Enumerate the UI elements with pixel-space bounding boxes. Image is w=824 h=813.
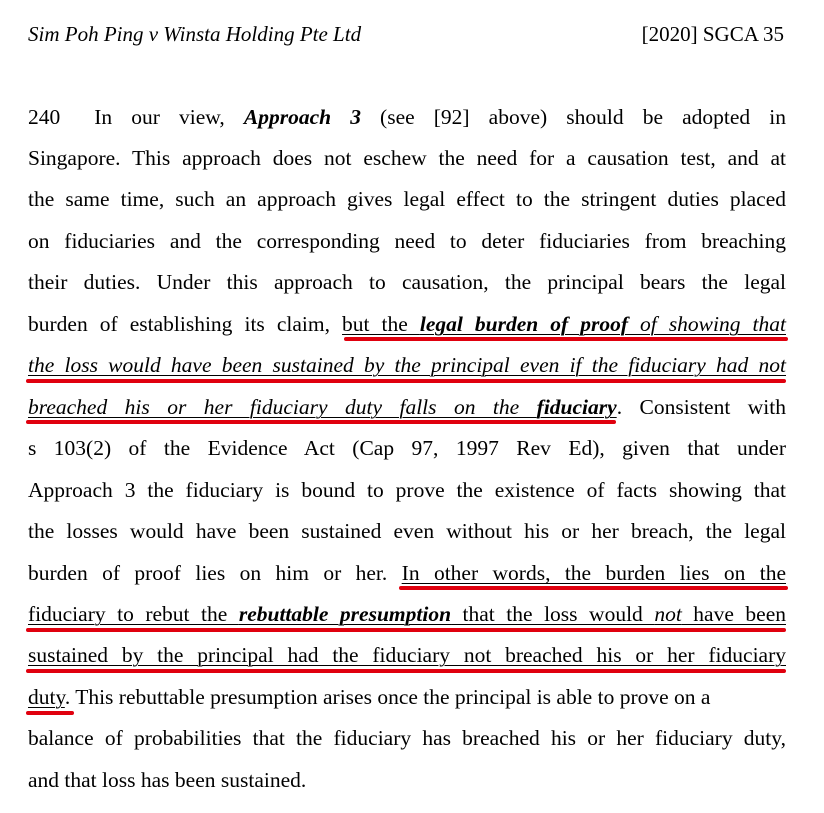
- legal-burden-emphasis: legal burden of proof: [419, 312, 628, 336]
- text-line: duty. This rebuttable presumption arises once the principal is able to prove on a: [28, 685, 711, 709]
- text-line: the same time, such an approach gives legal effect to the stringent duties placed: [28, 187, 786, 211]
- red-underline-mark: [399, 586, 788, 590]
- red-underline-mark: [26, 628, 786, 632]
- text-line: on fiduciaries and the corresponding need to deter fiduciaries from breaching: [28, 229, 786, 253]
- text-line: s 103(2) of the Evidence Act (Cap 97, 1997 Rev Ed), given that under: [28, 436, 786, 460]
- page-header: [28, 22, 784, 50]
- case-citation: [2020] SGCA 35: [641, 22, 784, 46]
- text-line: their duties. Under this approach to causation, the principal bears the legal: [28, 270, 786, 294]
- text-line: 240 In our view, Approach 3 (see [92] above) should be adopted in: [28, 105, 786, 129]
- text-line: Singapore. This approach does not eschew the need for a causation test, and at: [28, 146, 786, 170]
- fiduciary-emphasis: fiduciary: [536, 395, 617, 419]
- text-line: the losses would have been sustained even without his or her breach, the legal: [28, 519, 786, 543]
- rebuttable-presumption-emphasis: rebuttable presumption: [238, 602, 452, 626]
- text-line: balance of probabilities that the fiduciary has breached his or her fiduciary duty,: [28, 726, 786, 750]
- text-line: and that loss has been sustained.: [28, 768, 307, 792]
- text-line: burden of establishing its claim, but the legal burden of proof of showing that: [28, 312, 786, 336]
- red-underline-mark: [26, 711, 74, 715]
- approach-3-emphasis: Approach 3: [243, 105, 361, 129]
- text-line: the loss would have been sustained by the principal even if the fiduciary had not: [28, 353, 786, 377]
- text-line: Approach 3 the fiduciary is bound to prove the existence of facts showing that: [28, 478, 786, 502]
- case-name: Sim Poh Ping v Winsta Holding Pte Ltd: [28, 22, 362, 46]
- text-line: sustained by the principal had the fiduciary not breached his or her fiduciary: [28, 643, 786, 667]
- red-underline-mark: [26, 420, 616, 424]
- text-line: burden of proof lies on him or her. In other words, the burden lies on the: [28, 561, 786, 585]
- text-line: fiduciary to rebut the rebuttable presumption that the loss would not have been: [28, 602, 786, 626]
- paragraph-number: 240: [28, 105, 61, 129]
- red-underline-mark: [26, 379, 786, 383]
- text-line: breached his or her fiduciary duty falls on the fiduciary. Consistent with: [28, 395, 786, 419]
- red-underline-mark: [26, 669, 786, 673]
- red-underline-mark: [344, 337, 788, 341]
